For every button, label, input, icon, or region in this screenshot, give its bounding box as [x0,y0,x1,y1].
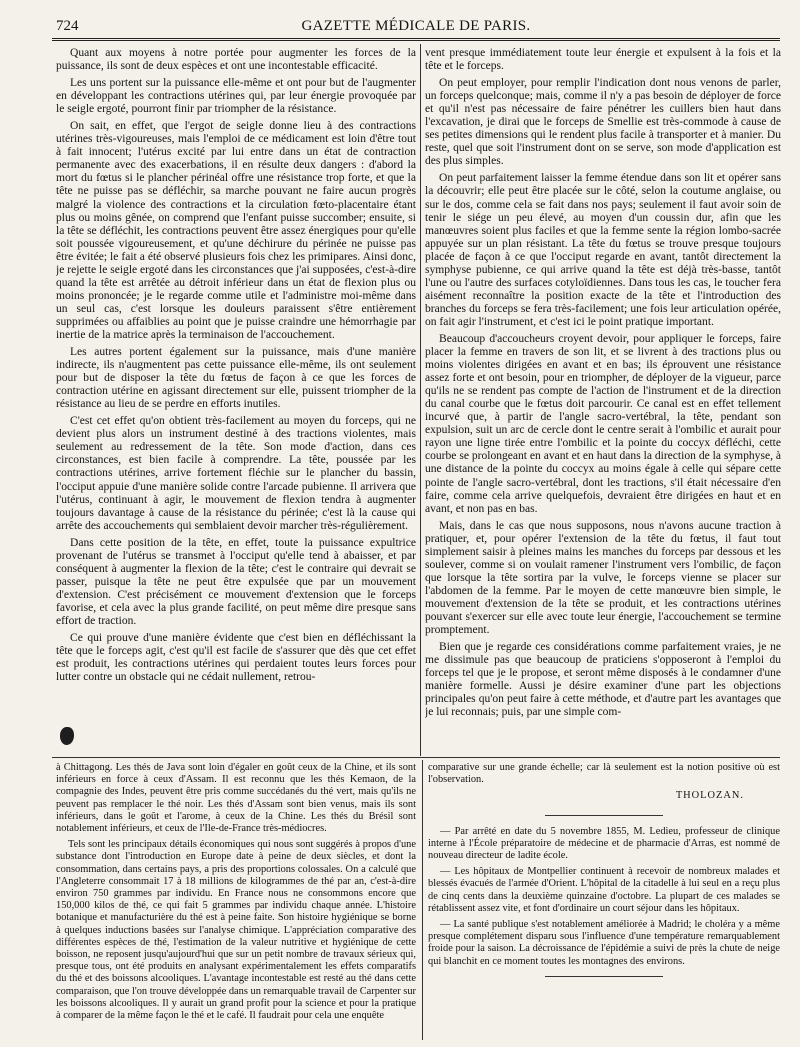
page-header [56,16,776,38]
section-divider [545,976,663,977]
section-divider [545,815,663,816]
feuilleton-column-left [56,762,416,1040]
page-number: 724 [56,18,79,34]
paragraph: Bien que je regarde ces considérations comme parfaitement vraies, je ne me dissimule pas que beaucoup de praticiens s'opposeront à l'emploi du forceps tel que je le propose, et seront même disposés à le condamner d'une manière formelle. Aussi je désire examiner d'une part les objections principales qu'on peut faire à cette méthode, et d'autre part les avantages que je lui reconnais; puis, par une simple com- [425,641,781,719]
paragraph: à Chittagong. Les thés de Java sont loin d'égaler en goût ceux de la Chine, et ils sont inférieurs en force à ceux d'Assam. Il est reconnu que les thés Kemaon, de la compagnie des Indes, peuvent être pris comme succédanés du thé vert, mais qu'ils ne peuvent pas remplacer le thé noir. Les thés d'Assam sont bien venus, mais ils sont inférieurs, dans le goût et l'arome, à ceux de la Chine. Les thés du Brésil sont notablement inférieurs, et ceux de l'Ile-de-France très-médiocres. [56,762,416,835]
paragraph: On sait, en effet, que l'ergot de seigle donne lieu à des contractions utérines très-vigoureuses, mais l'emploi de ce médicament est loin d'être tout à fait innocent; l'utérus excité par lui entre dans un état de contraction permanente avec des exacerbations, il en résulte deux dangers : d'abord la mort du fœtus si le plancher périnéal offre une résistance trop forte, et que la tête ne puisse pas se défléchir, sa marche pouvant ne faire aucun progrès malgré la violence des contractions et la circulation fœto-placentaire étant plus ou moins gênée, on comprend que l'enfant puisse succomber; ensuite, si la tête se défléchit, les contractions peuvent être assez énergiques pour qu'elle soit poussée vigoureusement, et qu'une déchirure du périnée ne puisse pas être évitée; le fait a été observé plusieurs fois chez les primipares. Ainsi donc, je rejette le seigle ergoté dans les circonstances que j'ai supposées, c'est-à-dire quand la tête est arrêtée au détroit inférieur dans un état de flexion plus ou moins prononcée; je le regarde comme utile et l'administre moi-même dans un seul cas, c'est lorsque les douleurs paraissent s'être entièrement supprimées ou affaiblies au point que je puisse craindre une hémorrhagie par inertie de la matrice après la terminaison de l'accouchement. [56,120,416,341]
paragraph: Les autres portent également sur la puissance, mais d'une manière indirecte, ils n'augmentent pas cette puissance elle-même, ils ont seulement pour but de disposer la tête du fœtus de façon à ce que les forces de contraction utérine en agissant directement sur elle, puissent triompher de la résistance au lieu de se perdre en efforts inutiles. [56,346,416,411]
paragraph: vent presque immédiatement toute leur énergie et expulsent à la fois et la tête et le forceps. [425,47,781,73]
feuilleton-rule [52,757,780,758]
header-rule [52,38,780,41]
paragraph: Tels sont les principaux détails économiques qui nous sont suggérés à propos d'une substance dont l'introduction en Europe date à peine de deux siècles, et dont la consommation, dans certains pays, a pris des proportions colossales. On a calculé que l'Angleterre consommait 17 à 18 millions de kilogrammes de thé par an, c'est-à-dire environ 750 grammes par individu. En France nous ne consommons encore que 150,000 kilos de thé, ce qui fait 5 grammes par individu chaque année. L'histoire botanique et manufacturière du thé est à peine faite. Son histoire hygiénique se borne à quelques inductions basées sur l'analyse chimique. L'appréciation comparative des différentes espèces de thé, l'estimation de la valeur nutritive et hygiénique de cette boisson, ne reposent jusqu'aujourd'hui que sur un petit nombre de travaux sérieux qui, presque tous, ont été produits en analysant expérimentalement les effets comparatifs du thé et des boissons alcooliques. L'avantage incontestable est resté au thé dans cette comparaison, que l'on trouve développée dans un remarquable travail de Carpenter sur les boissons alcooliques. Il y aurait un grand profit pour la science et pour la pratique à comparer de la même façon le thé et le café. Il faudrait pour cela une enquête [56,839,416,1022]
column-divider [420,44,421,756]
article-column-left [56,47,416,753]
journal-title: GAZETTE MÉDICALE DE PARIS. [301,18,531,34]
news-item: — Par arrêté en date du 5 novembre 1855, M. Ledieu, professeur de clinique interne à l'École préparatoire de médecine et de pharmacie d'Arras, est nommé de nouveau directeur de ladite école. [428,825,780,862]
paragraph: comparative sur une grande échelle; car là seulement est la notion positive où est l'observation. [428,762,780,786]
author-signature: THOLOZAN. [675,790,744,802]
paragraph: Dans cette position de la tête, en effet, toute la puissance expultrice provenant de l'utérus se transmet à l'occiput qu'elle tend à abaisser, et par conséquent à augmenter la flexion de la tête; c'est le contraire qui devrait se passer, puisque la tête ne peut être expulsée que par un mouvement d'extension. C'est précisément ce mouvement d'extension que le forceps favorise, et cela avec la plus grande facilité, on peut même dire presque sans effort de traction. [56,536,416,627]
feuilleton-column-right [428,762,780,1040]
paragraph: On peut employer, pour remplir l'indication dont nous venons de parler, un forceps quelconque; mais, comme il n'y a pas besoin de déployer de force et qu'il n'est pas nécessaire de faire pénétrer les cuillers bien haut dans l'excavation, je dirai que le forceps de Smellie est très-commode à cause de ses petites dimensions qui le rendent plus facile à transporter et à manier. Du reste, quel que soit l'instrument dont on se serve, son mode d'application est des plus simples. [425,77,781,168]
column-divider-bottom [422,760,423,1040]
paragraph: C'est cet effet qu'on obtient très-facilement au moyen du forceps, qui ne devient plus alors un instrument destiné à des tractions violentes, mais seulement au redressement de la tête. Son mode d'action, dans ces circonstances, est bien facile à comprendre. La tête, poussée par les contractions utérines, arrive fortement fléchie sur le plancher du bassin, l'occiput appuie d'une manière solide contre l'arcade pubienne. Il arrivera que l'utérus, continuant à agir, le mouvement de flexion tendra à augmenter toujours davantage à cause de la résistance du périnée; c'est là la cause qui arrête des accouchements qui semblaient devoir marcher très-régulièrement. [56,415,416,532]
article-column-right [425,47,781,753]
news-item: — Les hôpitaux de Montpellier continuent à recevoir de nombreux malades et blessés évacués de l'armée d'Orient. L'hôpital de la citadelle à lui seul en a reçu plus de cinq cents dans la deuxième quinzaine d'octobre. La plupart de ces malades se rétablissent assez vite, et font d'ordinaire un court séjour dans les hôpitaux. [428,866,780,914]
paragraph: Mais, dans le cas que nous supposons, nous n'avons aucune traction à pratiquer, et, pour opérer l'extension de la tête du fœtus, il faut tout simplement saisir à pleines mains les manches du forceps par dessous et les soulever, comme si on voulait ramener l'instrument vers l'ombilic, de façon que lorsque la tête sortira par la vulve, le forceps vienne se placer sur l'abdomen de la femme. Par le moyen de cette manœuvre bien simple, le mouvement d'extension de la tête se produit, et les contractions utérines pouvant s'exercer sur elle avec toute leur énergie, l'accouchement se termine promptement. [425,519,781,637]
news-item: — La santé publique s'est notablement améliorée à Madrid; le choléra y a même presque complétement disparu sous l'influence d'une température remarquablement froide pour la saison. La décroissance de l'épidémie a suivi de près la chute de neige qui blanchit en ce moment toutes les montagnes des environs. [428,919,780,967]
paragraph: Ce qui prouve d'une manière évidente que c'est bien en défléchissant la tête que le forceps agit, c'est qu'il est facile de s'assurer que dès que cet effet est produit, les contractions utérines qui perdaient toutes leurs forces pour lutter contre un obstacle qui ne cédait nullement, retrou- [56,632,416,684]
paragraph: Quant aux moyens à notre portée pour augmenter les forces de la puissance, ils sont de deux espèces et ont une incontestable efficacité. [56,47,416,73]
paragraph: Beaucoup d'accoucheurs croyent devoir, pour appliquer le forceps, faire placer la femme en travers de son lit, et se livrent à des tractions plus ou moins violentes dirigées en avant et en bas; ils éprouvent une résistance assez forte et ont besoin, pour en triompher, de déployer de la vigueur, parce qu'ils ne se rendent pas compte de l'action de l'instrument et de la direction du canal courbe que le fœtus doit parcourir. Ce canal est en effet tellement incurvé que, à partir de l'angle sacro-vertébral, la tête, pendant son expulsion, suit un arc de cercle dont le centre serait à l'ombilic et aurait pour rayon une ligne tirée entre l'ombilic et la pointe du coccyx défléchi, cette courbe se prolongeant en avant et en haut dans la direction de la symphyse, à une distance de la pointe du coccyx au moins égale à celle qui sépare cette pointe de l'angle sacro-vertébral, dont les tractions, s'il était nécessaire d'en faire, comme cela arrive quelquefois, devraient être dirigées en haut et en avant, et non pas en bas. [425,332,781,515]
paragraph: On peut parfaitement laisser la femme étendue dans son lit et opérer sans la découvrir; elle peut être placée sur le côté, selon la coutume anglaise, ou sur le dos, comme cela se fait dans nos pays; seulement il faut avoir soin de tenir le siége un peu élevé, au moyen d'un coussin dur, afin que les manœuvres soient plus faciles et que la femme sente la région lombo-sacrée appuyée sur un plan résistant. La tête du fœtus se trouve presque toujours placée de façon à ce que l'occiput regarde en avant, tantôt directement la symphyse pubienne, ce qui arrive quand la tête est déjà très-basse, tantôt l'une ou l'autre des surfaces cotyloïdiennes. Dans tous les cas, le toucher fera aisément reconnaître la position exacte de la tête et l'introduction des branches du forceps se fera très-facilement; une fois leur articulation opérée, on fait agir l'instrument, et c'est ici le point pratique important. [425,172,781,328]
paragraph: Les uns portent sur la puissance elle-même et ont pour but de l'augmenter en développant les contractions utérines qui, par leur énergie provoquée par le seigle ergoté, pourront finir par triompher de la résistance. [56,77,416,116]
